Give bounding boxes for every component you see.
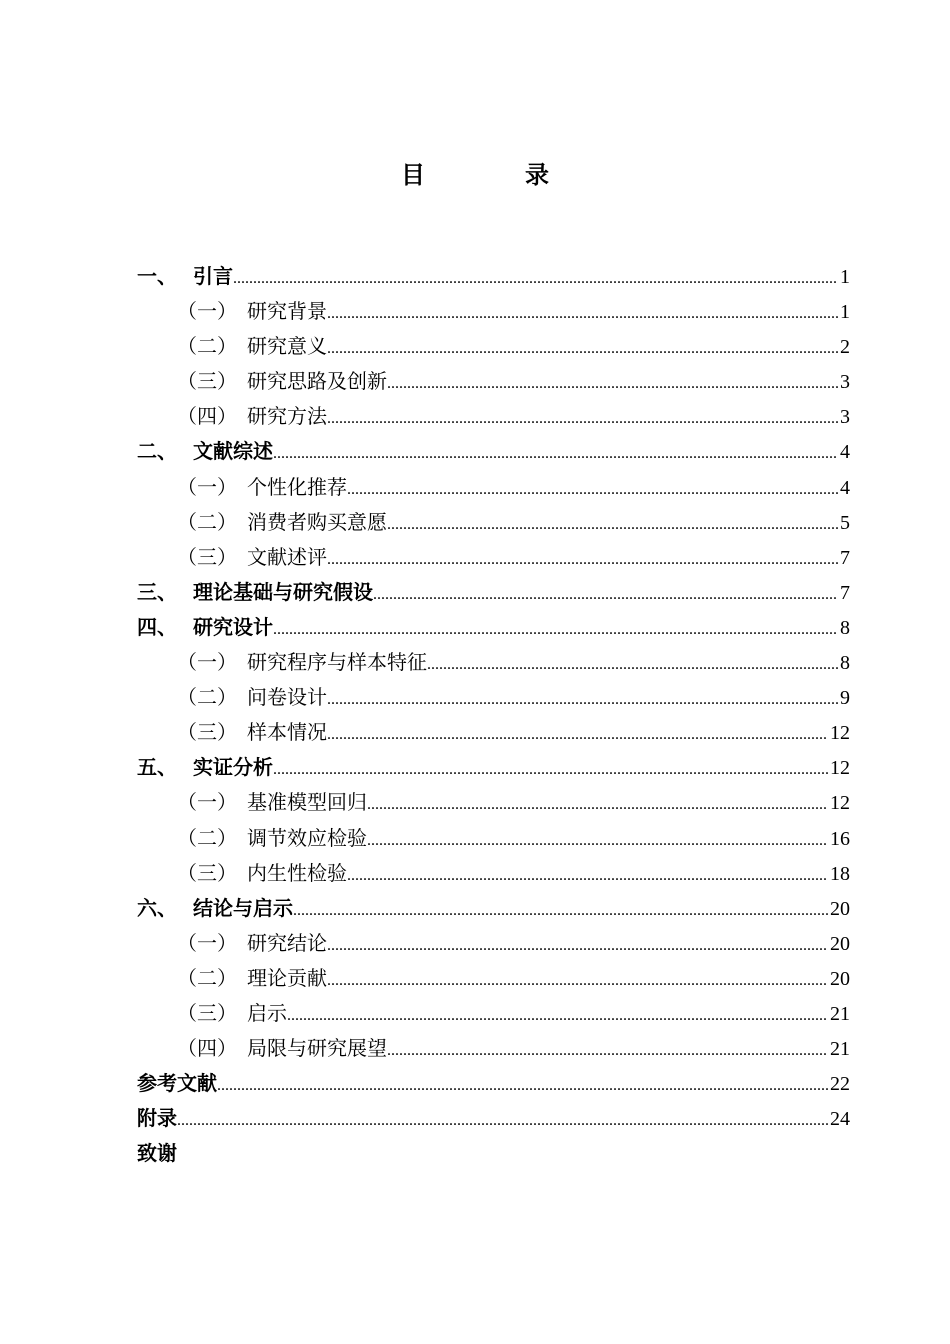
toc-chapter-entry[interactable] — [137, 259, 850, 294]
toc-dot-leader — [217, 1068, 828, 1103]
toc-page-number: 20 — [830, 932, 850, 955]
toc-entry-number: （一） — [177, 650, 237, 675]
toc-entry-title: 引言 — [193, 264, 233, 288]
toc-dot-leader — [273, 752, 828, 787]
toc-section-entry[interactable] — [137, 329, 850, 364]
toc-dot-leader — [273, 612, 838, 647]
toc-section-entry[interactable] — [137, 926, 850, 961]
toc-dot-leader — [327, 963, 828, 998]
toc-dot-leader — [327, 331, 838, 366]
toc-page-number: 20 — [830, 967, 850, 990]
toc-entry-number: （三） — [177, 544, 237, 569]
toc-chapter-entry[interactable] — [137, 575, 850, 610]
toc-page-number: 12 — [830, 722, 850, 745]
toc-entry-number: （三） — [177, 860, 237, 885]
toc-dot-leader — [273, 436, 838, 471]
toc-section-entry[interactable] — [137, 961, 850, 996]
toc-entry-number: 一、 — [137, 264, 177, 288]
toc-page-number: 22 — [830, 1073, 850, 1096]
title-right-char: 录 — [525, 161, 549, 189]
toc-entry-number: （三） — [177, 720, 237, 745]
toc-entry-number: 二、 — [137, 439, 177, 464]
toc-dot-leader — [233, 261, 838, 296]
toc-chapter-entry[interactable] — [137, 891, 850, 926]
toc-dot-leader — [287, 998, 828, 1033]
toc-entry-number: 三、 — [137, 579, 177, 604]
toc-dot-leader — [327, 296, 838, 331]
toc-page-number: 20 — [830, 897, 850, 920]
toc-dot-leader — [327, 717, 828, 752]
toc-entry-title: 样本情况 — [247, 720, 327, 745]
toc-entry-number: （四） — [177, 404, 237, 429]
toc-entry-title: 研究思路及创新 — [247, 369, 387, 394]
toc-entry-number: 六、 — [137, 895, 177, 920]
toc-entry-number: （二） — [177, 509, 237, 534]
toc-entry-number: （二） — [177, 334, 237, 359]
toc-page-number: 2 — [840, 336, 850, 359]
toc-entry-title: 参考文献 — [137, 1071, 217, 1096]
toc-page-number: 9 — [840, 687, 850, 710]
toc-entry-number: （二） — [177, 825, 237, 850]
toc-entry-title: 个性化推荐 — [247, 474, 347, 499]
toc-page-number: 7 — [840, 581, 850, 604]
toc-section-entry[interactable] — [137, 540, 850, 575]
toc-entry-title: 附录 — [137, 1106, 177, 1131]
toc-dot-leader — [367, 823, 828, 858]
toc-dot-leader — [293, 893, 828, 928]
toc-entry-title: 研究意义 — [247, 334, 327, 359]
toc-entry-number: （一） — [177, 474, 237, 499]
toc-dot-leader — [177, 1103, 828, 1138]
toc-entry-title: 实证分析 — [193, 755, 273, 780]
toc-section-entry[interactable] — [137, 294, 850, 329]
toc-chapter-entry[interactable] — [137, 434, 850, 469]
toc-dot-leader — [387, 366, 838, 401]
toc-section-entry[interactable] — [137, 645, 850, 680]
toc-dot-leader — [327, 928, 828, 963]
toc-entry-number: （一） — [177, 930, 237, 955]
toc-section-entry[interactable] — [137, 680, 850, 715]
toc-entry-number: （三） — [177, 1000, 237, 1025]
toc-section-entry[interactable] — [137, 364, 850, 399]
toc-section-entry[interactable] — [137, 715, 850, 750]
toc-dot-leader — [367, 787, 828, 822]
toc-section-entry[interactable] — [137, 505, 850, 540]
toc-section-entry[interactable] — [137, 399, 850, 434]
toc-dot-leader — [427, 647, 838, 682]
toc-entry-number: （一） — [177, 790, 237, 815]
toc-dot-leader — [387, 1033, 828, 1068]
toc-entry-title: 结论与启示 — [193, 895, 293, 920]
toc-dot-leader — [327, 542, 838, 577]
toc-entry-number: （三） — [177, 369, 237, 394]
toc-entry-number: 五、 — [137, 755, 177, 780]
toc-entry-title: 问卷设计 — [247, 685, 327, 710]
toc-dot-leader — [327, 401, 838, 436]
toc-dot-leader — [347, 858, 828, 893]
toc-entry-title: 研究程序与样本特征 — [247, 650, 427, 675]
toc-entry-title: 内生性检验 — [247, 860, 347, 885]
title-left-char: 目 — [401, 161, 425, 189]
toc-entry-number: 四、 — [137, 614, 177, 639]
toc-page-number: 1 — [840, 301, 850, 324]
toc-page-number: 24 — [830, 1108, 850, 1131]
toc-entry-title: 理论贡献 — [247, 965, 327, 990]
toc-page-number: 1 — [840, 266, 850, 288]
toc-entry-title: 研究设计 — [193, 614, 273, 639]
toc-page-number: 21 — [830, 1038, 850, 1061]
toc-chapter-entry[interactable] — [137, 610, 850, 645]
toc-entry-title: 研究背景 — [247, 299, 327, 324]
toc-entry-number: （二） — [177, 685, 237, 710]
toc-section-entry[interactable] — [137, 1031, 850, 1066]
toc-page-number: 4 — [840, 476, 850, 499]
toc-entry-title: 启示 — [247, 1000, 287, 1025]
toc-entry-title: 文献述评 — [247, 544, 327, 569]
toc-page-number: 18 — [830, 862, 850, 885]
toc-chapter-entry[interactable] — [137, 1136, 850, 1171]
toc-entry-title: 消费者购买意愿 — [247, 509, 387, 534]
toc-chapter-entry[interactable] — [137, 1066, 850, 1101]
toc-entry-number: （四） — [177, 1036, 237, 1061]
page-title — [0, 158, 950, 192]
toc-dot-leader — [373, 577, 838, 612]
toc-section-entry[interactable] — [137, 470, 850, 505]
toc-entry-title: 研究方法 — [247, 404, 327, 429]
toc-page-number: 12 — [830, 757, 850, 780]
toc-page-number: 16 — [830, 827, 850, 850]
toc-page-number: 12 — [830, 792, 850, 815]
toc-entry-title: 基准模型回归 — [247, 790, 367, 815]
toc-entry-title: 理论基础与研究假设 — [193, 579, 373, 604]
toc-dot-leader — [387, 507, 838, 542]
toc-chapter-entry[interactable] — [137, 1101, 850, 1136]
toc-entry-title: 研究结论 — [247, 930, 327, 955]
toc-page-number: 5 — [840, 511, 850, 534]
toc-dot-leader — [327, 682, 838, 717]
toc-entry-number: （一） — [177, 299, 237, 324]
toc-page-number: 7 — [840, 546, 850, 569]
toc-page-number: 21 — [830, 1002, 850, 1025]
toc-section-entry[interactable] — [137, 821, 850, 856]
toc-dot-leader — [347, 472, 838, 507]
toc-entry-title: 致谢 — [137, 1141, 177, 1166]
toc-page-number: 4 — [840, 441, 850, 464]
toc-section-entry[interactable] — [137, 996, 850, 1031]
table-of-contents — [137, 259, 850, 1171]
toc-page-number: 8 — [840, 652, 850, 675]
toc-section-entry[interactable] — [137, 785, 850, 820]
toc-page-number: 8 — [840, 616, 850, 639]
toc-page-number: 3 — [840, 371, 850, 394]
toc-entry-number: （二） — [177, 965, 237, 990]
toc-entry-title: 文献综述 — [193, 439, 273, 464]
toc-entry-title: 局限与研究展望 — [247, 1036, 387, 1061]
toc-page-number: 3 — [840, 406, 850, 429]
toc-chapter-entry[interactable] — [137, 750, 850, 785]
toc-entry-title: 调节效应检验 — [247, 825, 367, 850]
toc-section-entry[interactable] — [137, 856, 850, 891]
